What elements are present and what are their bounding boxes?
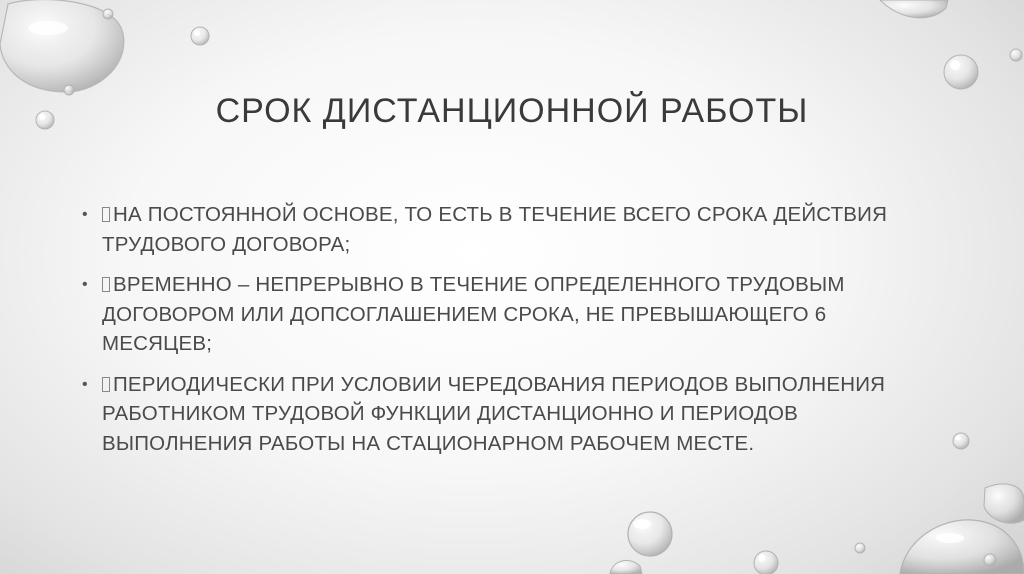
list-item-text: ВРЕМЕННО – НЕПРЕРЫВНО В ТЕЧЕНИЕ ОПРЕДЕЛЕННОГО ТРУДОВЫМ ДОГОВОРОМ ИЛИ ДОПСОГЛАШЕНИЕМ СРОКА, НЕ ПРЕВЫШАЮЩЕГО 6 МЕСЯЦЕВ; xyxy=(102,273,845,355)
list-item xyxy=(82,200,912,259)
water-drop xyxy=(0,0,124,92)
list-item xyxy=(82,370,912,459)
bullet-icon: • xyxy=(82,375,88,393)
water-drop xyxy=(944,55,978,89)
water-drop xyxy=(103,9,113,19)
water-drop xyxy=(610,560,642,574)
water-drop xyxy=(191,27,209,45)
water-drop xyxy=(628,512,672,556)
water-drop xyxy=(880,0,948,18)
missing-glyph-icon xyxy=(102,277,110,292)
water-drop xyxy=(984,554,996,566)
water-drop xyxy=(754,551,778,574)
list-item xyxy=(82,270,912,359)
water-drop xyxy=(1010,49,1022,61)
missing-glyph-icon xyxy=(102,377,110,392)
bullet-icon: • xyxy=(82,206,88,223)
water-drop xyxy=(900,520,1024,574)
bullet-icon: • xyxy=(82,276,88,293)
slide-title: СРОК ДИСТАНЦИОННОЙ РАБОТЫ xyxy=(215,92,809,130)
missing-glyph-icon xyxy=(102,207,110,222)
list-item-text: ПЕРИОДИЧЕСКИ ПРИ УСЛОВИИ ЧЕРЕДОВАНИЯ ПЕРИОДОВ ВЫПОЛНЕНИЯ РАБОТНИКОМ ТРУДОВОЙ ФУНКЦИИ ДИСТАНЦИОННО И ПЕРИОДОВ ВЫПОЛНЕНИЯ РАБОТЫ НА СТАЦИОНАРНОМ РАБОЧЕМ МЕСТЕ. xyxy=(102,372,886,455)
water-drop xyxy=(984,484,1024,523)
bullet-list xyxy=(82,200,912,469)
water-drop xyxy=(855,543,865,553)
water-drop xyxy=(953,433,969,449)
list-item-text: НА ПОСТОЯННОЙ ОСНОВЕ, ТО ЕСТЬ В ТЕЧЕНИЕ ВСЕГО СРОКА ДЕЙСТВИЯ ТРУДОВОГО ДОГОВОРА; xyxy=(102,203,888,256)
